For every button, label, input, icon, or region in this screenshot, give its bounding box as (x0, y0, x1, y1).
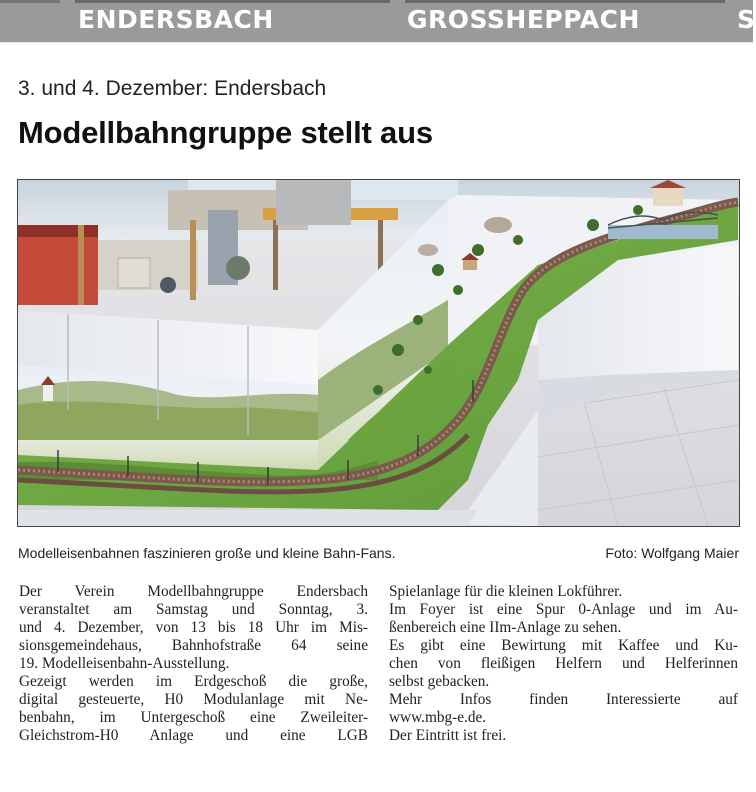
body-line: Im Foyer ist eine Spur 0-Anlage und im Au- (389, 601, 738, 618)
body-line: 19. Modelleisenbahn-Ausstellung. (19, 655, 230, 672)
website-link[interactable]: www.mbg-e.de. (389, 709, 487, 726)
article-column-right (389, 583, 738, 745)
body-line: und 4. Dezember, von 13 bis 18 Uhr im Mis- (19, 619, 368, 636)
article-kicker: 3. und 4. Dezember: Endersbach (18, 77, 327, 100)
photo-caption: Modelleisenbahnen faszinieren große und kleine Bahn-Fans. (18, 545, 396, 561)
article-column-left (19, 583, 368, 745)
banner-photo-strip (0, 0, 60, 3)
banner-town-grossheppach: GROSSHEPPACH (407, 5, 640, 34)
body-line: digital gesteuerte, H0 Modulanlage mit Ne- (19, 691, 368, 708)
body-line: Spielanlage für die kleinen Lokführer. (389, 583, 623, 600)
body-line: ßenbereich eine IIm-Anlage zu sehen. (389, 619, 622, 636)
body-line: Mehr Infos finden Interessierte auf (389, 691, 738, 708)
body-line: chen von fleißigen Helfern und Helferinnen (389, 655, 738, 672)
body-line: sionsgemeindehaus, Bahnhofstraße 64 seine (19, 637, 368, 654)
photo-credit: Foto: Wolfgang Maier (605, 545, 739, 561)
model-railway-photo (18, 180, 739, 526)
body-line: Es gibt eine Bewirtung mit Kaffee und Ku- (389, 637, 738, 654)
body-line: selbst gebacken. (389, 673, 490, 690)
body-line: veranstaltet am Samstag und Sonntag, 3. (19, 601, 368, 618)
body-line: benbahn, im Untergeschoß eine Zweileiter- (19, 709, 368, 726)
banner-divider (0, 42, 753, 43)
body-line: Gezeigt werden im Erdgeschoß die große, (19, 673, 368, 690)
body-line: Gleichstrom-H0 Anlage und eine LGB (19, 727, 368, 744)
body-line: Der Eintritt ist frei. (389, 727, 507, 744)
article-photo (17, 179, 740, 527)
banner-photo-strip (405, 0, 725, 3)
body-line: Der Verein Modellbahngruppe Endersbach (19, 583, 368, 600)
section-banner (0, 0, 756, 42)
banner-photo-strip (75, 0, 390, 3)
banner-town-endersbach: ENDERSBACH (78, 5, 274, 34)
banner-town-cutoff: S (737, 5, 756, 34)
article-headline: Modellbahngruppe stellt aus (18, 115, 433, 150)
